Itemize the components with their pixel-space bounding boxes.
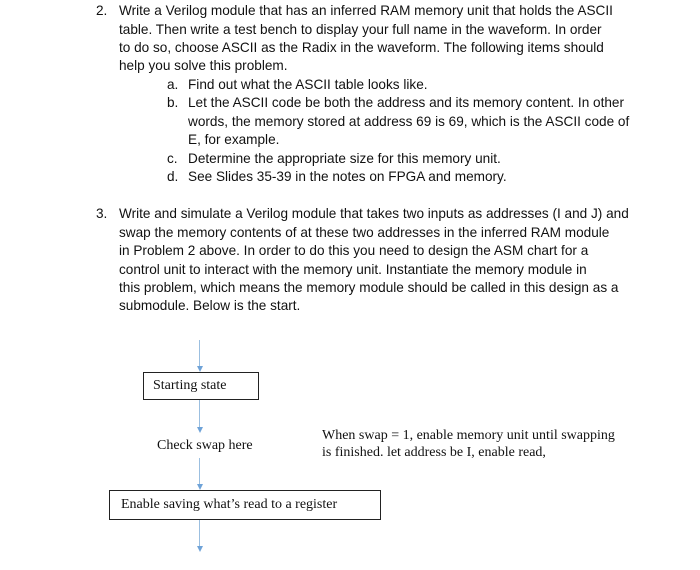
starting-state-label: Starting state <box>153 378 227 393</box>
problem-3-text-line: submodule. Below is the start. <box>119 298 301 313</box>
check-swap-label: Check swap here <box>157 438 253 453</box>
enable-saving-box <box>109 490 381 520</box>
item-d-label: d. <box>167 169 179 184</box>
problem-2-text-line: to do so, choose ASCII as the Radix in the waveform. The following items should <box>119 40 604 55</box>
condition-note-line: is finished. let address be I, enable read, <box>322 445 546 460</box>
problem-3-text-line: this problem, which means the memory module should be called in this design as a <box>119 280 619 295</box>
flow-line <box>199 400 200 430</box>
item-c-label: c. <box>167 151 178 166</box>
item-b-label: b. <box>167 95 179 110</box>
item-d-text: See Slides 35-39 in the notes on FPGA and memory. <box>188 169 507 184</box>
enable-saving-label: Enable saving what’s read to a register <box>121 497 338 512</box>
problem-3-text-line: swap the memory contents of at these two addresses in the inferred RAM module <box>119 225 610 240</box>
problem-3-number: 3. <box>96 206 108 221</box>
problem-2-text-line: Write a Verilog module that has an inferred RAM memory unit that holds the ASCII <box>119 3 613 18</box>
item-b-text: words, the memory stored at address 69 is 69, which is the ASCII code of <box>188 114 630 129</box>
starting-state-box <box>143 372 259 400</box>
problem-2-text-line: help you solve this problem. <box>119 58 288 73</box>
problem-2-number: 2. <box>96 3 108 18</box>
item-a-text: Find out what the ASCII table looks like. <box>188 77 428 92</box>
item-b-text: Let the ASCII code be both the address and its memory content. In other <box>188 95 625 110</box>
problem-3-text-line: Write and simulate a Verilog module that takes two inputs as addresses (I and J) and <box>119 206 629 221</box>
item-a-label: a. <box>167 77 179 92</box>
item-c-text: Determine the appropriate size for this memory unit. <box>188 151 501 166</box>
problem-3-text-line: in Problem 2 above. In order to do this you need to design the ASM chart for a <box>119 243 589 258</box>
arrow-down-icon <box>197 427 203 433</box>
condition-note-line: When swap = 1, enable memory unit until swapping <box>322 428 615 443</box>
item-b-text: E, for example. <box>188 132 280 147</box>
arrow-down-icon <box>197 546 203 552</box>
problem-2-text-line: table. Then write a test bench to display your full name in the waveform. In order <box>119 22 602 37</box>
problem-3-text-line: control unit to interact with the memory unit. Instantiate the memory module in <box>119 262 587 277</box>
